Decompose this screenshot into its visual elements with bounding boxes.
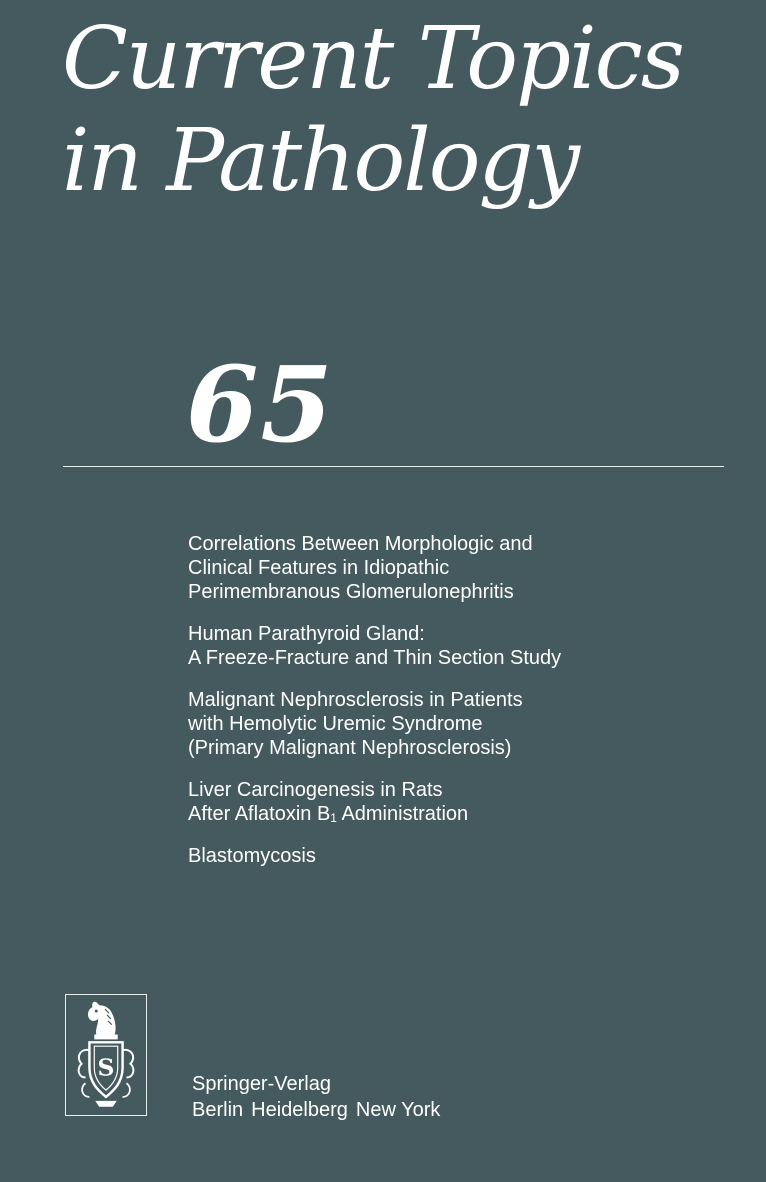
- publisher-city: Heidelberg: [251, 1099, 348, 1121]
- publisher-city: Berlin: [192, 1099, 244, 1121]
- series-title-line-2: in Pathology: [62, 111, 579, 211]
- contents-item-text: Administration: [336, 803, 469, 825]
- contents-item-line: (Primary Malignant Nephrosclerosis): [188, 737, 512, 759]
- knight-emblem-icon: [66, 995, 146, 1115]
- contents-item-line: Malignant Nephrosclerosis in Patients: [188, 689, 523, 711]
- contents-list: [188, 532, 748, 886]
- series-title: [62, 8, 683, 212]
- publisher-block: [192, 1071, 440, 1123]
- subscript: 1: [330, 811, 337, 825]
- publisher-cities: [192, 1097, 440, 1123]
- contents-item: [188, 688, 748, 760]
- contents-item-line: Clinical Features in Idiopathic: [188, 557, 450, 579]
- logo-letter: S: [97, 1053, 115, 1082]
- contents-item-text: After Aflatoxin B: [188, 803, 331, 825]
- volume-number: 65: [186, 343, 335, 466]
- contents-item-line: Perimembranous Glomerulonephritis: [188, 581, 514, 603]
- springer-knight-logo: [65, 994, 147, 1116]
- contents-item-line: with Hemolytic Uremic Syndrome: [188, 713, 483, 735]
- contents-item-line: Human Parathyroid Gland:: [188, 623, 425, 645]
- contents-item: [188, 622, 748, 670]
- publisher-city: New York: [355, 1099, 441, 1121]
- series-title-line-1: Current Topics: [62, 9, 683, 109]
- contents-item: [188, 844, 748, 868]
- divider-rule: [63, 466, 724, 467]
- contents-item-line: Correlations Between Morphologic and: [188, 533, 533, 555]
- contents-item-line: Blastomycosis: [188, 845, 316, 867]
- publisher-name: Springer-Verlag: [192, 1073, 331, 1095]
- contents-item-line: [188, 802, 748, 826]
- contents-item: [188, 778, 748, 826]
- contents-item: [188, 532, 748, 604]
- contents-item-line: A Freeze-Fracture and Thin Section Study: [188, 647, 562, 669]
- contents-item-line: Liver Carcinogenesis in Rats: [188, 779, 443, 801]
